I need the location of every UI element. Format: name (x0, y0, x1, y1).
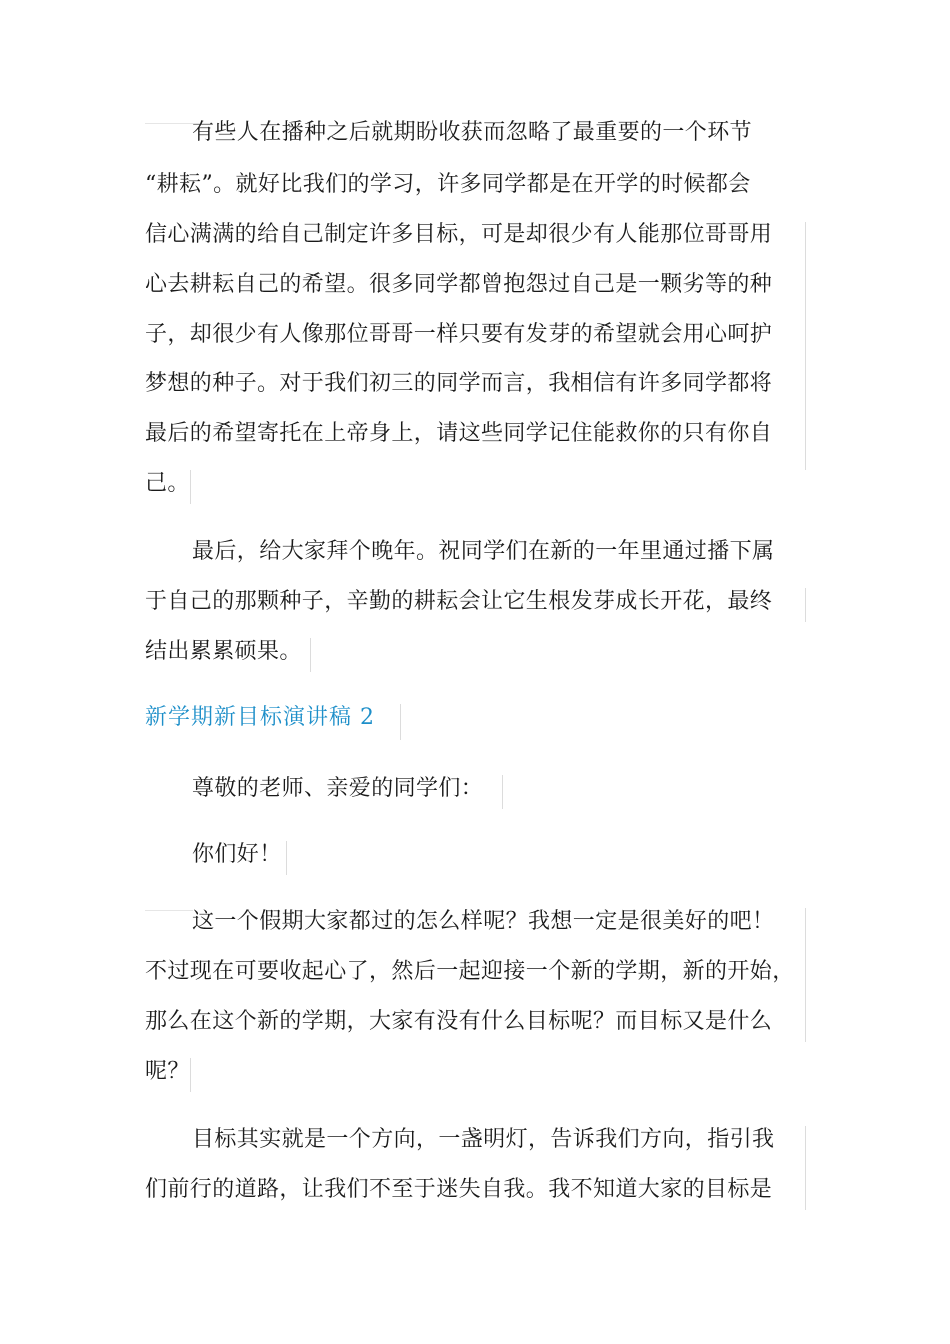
text-line: 这一个假期大家都过的怎么样呢？我想一定是很美好的吧！ (192, 909, 775, 934)
text-line: 子，却很少有人像那位哥哥一样只要有发芽的希望就会用心呵护 (145, 322, 773, 347)
line-marker (805, 222, 806, 470)
text-line: 不过现在可要收起心了，然后一起迎接一个新的学期，新的开始， (145, 959, 795, 984)
line-marker (502, 775, 503, 809)
text-line: 己。 (145, 471, 190, 496)
text-line: 最后的希望寄托在上帝身上，请这些同学记住能救你的只有你自 (145, 421, 773, 446)
text-line: 目标其实就是一个方向，一盏明灯，告诉我们方向，指引我 (192, 1127, 775, 1152)
text-line: 信心满满的给自己制定许多目标，可是却很少有人能那位哥哥用 (145, 222, 773, 247)
line-marker (805, 588, 806, 622)
line-marker (190, 470, 191, 504)
line-marker (286, 841, 287, 875)
text-line: 心去耕耘自己的希望。很多同学都曾抱怨过自己是一颗劣等的种 (145, 272, 773, 297)
paragraph-marker (145, 123, 193, 124)
text-line: 那么在这个新的学期，大家有没有什么目标呢？而目标又是什么 (145, 1009, 773, 1034)
greeting-line: 尊敬的老师、亲爱的同学们： (192, 776, 484, 801)
text-line: 于自己的那颗种子，辛勤的耕耘会让它生根发芽成长开花，最终 (145, 589, 773, 614)
line-marker (190, 1058, 191, 1092)
section-heading: 新学期新目标演讲稿 2 (145, 705, 375, 730)
text-line: 有些人在播种之后就期盼收获而忽略了最重要的一个环节 (192, 120, 753, 145)
text-line: 结出累累硕果。 (145, 639, 302, 664)
text-line: 梦想的种子。对于我们初三的同学而言，我相信有许多同学都将 (145, 371, 773, 396)
text-line: 呢？ (145, 1059, 190, 1084)
line-marker (310, 638, 311, 672)
line-marker (805, 1126, 806, 1210)
paragraph-marker (145, 910, 193, 911)
text-line: “耕耘”。就好比我们的学习，许多同学都是在开学的时候都会 (145, 172, 751, 197)
line-marker (400, 704, 401, 740)
text-line: 们前行的道路，让我们不至于迷失自我。我不知道大家的目标是 (145, 1177, 773, 1202)
line-marker (805, 908, 806, 1042)
text-line: 最后，给大家拜个晚年。祝同学们在新的一年里通过播下属 (192, 539, 775, 564)
hello-line: 你们好！ (192, 842, 282, 867)
